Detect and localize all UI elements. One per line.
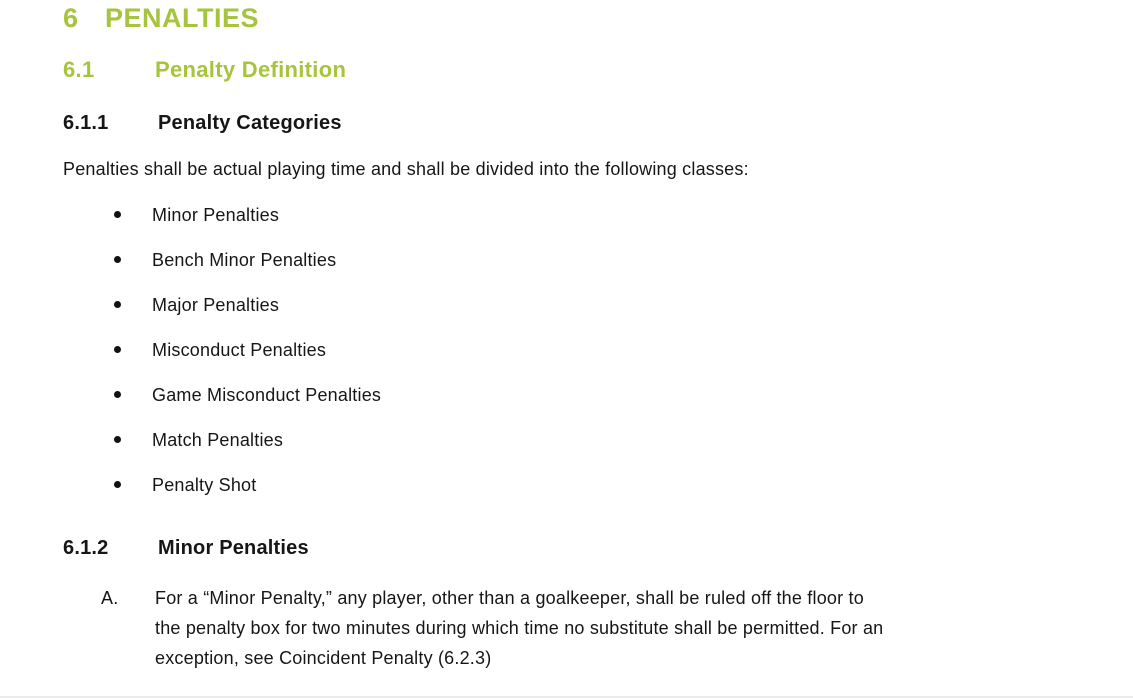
clause-text-line: exception, see Coincident Penalty (6.2.3) (155, 648, 492, 668)
bullet-icon (114, 391, 121, 398)
list-item-label: Game Misconduct Penalties (152, 385, 382, 405)
subsubsection-number: 6.1.2 (63, 537, 109, 559)
list-item-label: Match Penalties (152, 430, 284, 450)
list-item (63, 339, 1133, 361)
subsubsection-heading-penalty-categories (63, 110, 1133, 136)
subsubsection-number: 6.1.1 (63, 112, 109, 134)
clause-label: A. (101, 588, 119, 608)
bullet-icon (114, 481, 121, 488)
list-item-label: Misconduct Penalties (152, 340, 327, 360)
bullet-icon (114, 436, 121, 443)
list-item (63, 204, 1133, 226)
clause-text (155, 583, 883, 673)
bullet-icon (114, 211, 121, 218)
lettered-clause-a (101, 583, 1133, 673)
section-title: PENALTIES (105, 3, 260, 33)
subsubsection-title: Penalty Categories (158, 112, 342, 134)
list-item (63, 429, 1133, 451)
list-item-label: Bench Minor Penalties (152, 250, 337, 270)
list-item-label: Minor Penalties (152, 205, 280, 225)
section-heading-penalties (63, 3, 1133, 33)
penalty-categories-list (0, 204, 1133, 496)
clause-text-line: For a “Minor Penalty,” any player, other than a goalkeeper, shall be ruled off the floor to (155, 588, 864, 608)
clause-text-line: the penalty box for two minutes during which time no substitute shall be permitted. For an (155, 618, 884, 638)
list-item-label: Major Penalties (152, 295, 280, 315)
subsection-number: 6.1 (63, 57, 95, 82)
bullet-icon (114, 301, 121, 308)
page-bottom-rule (0, 696, 1133, 698)
list-item (63, 384, 1133, 406)
list-item (63, 474, 1133, 496)
bullet-icon (114, 256, 121, 263)
list-item-label: Penalty Shot (152, 475, 257, 495)
subsubsection-title: Minor Penalties (158, 537, 309, 559)
subsection-title: Penalty Definition (155, 57, 347, 82)
list-item (63, 294, 1133, 316)
bullet-icon (114, 346, 121, 353)
list-item (63, 249, 1133, 271)
subsection-heading-penalty-definition (63, 57, 1133, 83)
section-number: 6 (63, 3, 79, 33)
subsubsection-heading-minor-penalties (63, 535, 1133, 561)
intro-paragraph: Penalties shall be actual playing time and shall be divided into the following classes: (63, 159, 749, 179)
